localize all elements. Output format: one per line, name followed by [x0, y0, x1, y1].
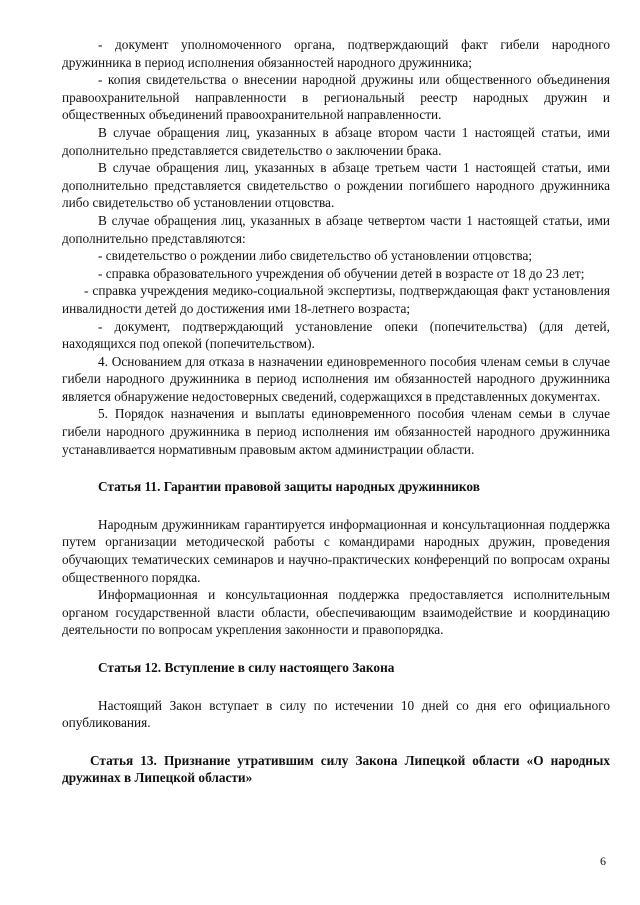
paragraph: 5. Порядок назначения и выплаты единовременного пособия членам семьи в случае гибели народного дружинника в период исполнения им обязанностей народного дружинника устанавливается нормативным правовым актом администрации области. [62, 406, 610, 457]
paragraph: 4. Основанием для отказа в назначении единовременного пособия членам семьи в случае гибели народного дружинника в период исполнения им обязанностей народного дружинника является обнаружение недостоверных сведений, содержащихся в представленных документах. [62, 353, 610, 404]
paragraph: - документ уполномоченного органа, подтверждающий факт гибели народного дружинника в период исполнения обязанностей народного дружинника; [62, 37, 610, 70]
paragraph: В случае обращения лиц, указанных в абзаце втором части 1 настоящей статьи, ими дополнительно представляется свидетельство о заключении брака. [62, 124, 610, 158]
paragraph: - свидетельство о рождении либо свидетельство об установлении отцовства; [98, 248, 533, 264]
paragraph: - документ, подтверждающий установление опеки (попечительства) (для детей, находящихся под опекой (попечительством). [62, 318, 610, 352]
paragraph: - справка образовательного учреждения об обучении детей в возрасте от 18 до 23 лет; [98, 265, 585, 281]
paragraph: В случае обращения лиц, указанных в абзаце четвертом части 1 настоящей статьи, ими дополнительно представляются: [62, 212, 610, 246]
article-13-heading: Статья 13. Признание утратившим силу Закона Липецкой области «О народных дружинах в Липецкой области» [62, 752, 610, 786]
article-12-heading: Статья 12. Вступление в силу настоящего Закона [98, 660, 395, 675]
paragraph: - копия свидетельства о внесении народной дружины или общественного объединения правоохранительной направленности в региональный реестр народных дружин и общественных объединений правоохранительной направленности. [62, 72, 610, 123]
paragraph: - справка учреждения медико-социальной экспертизы, подтверждающая факт установления инвалидности детей до достижения ими 18-летнего возраста; [62, 283, 610, 316]
document-body [62, 36, 610, 807]
paragraph: В случае обращения лиц, указанных в абзаце третьем части 1 настоящей статьи, ими дополнительно представляется свидетельство о рождении погибшего народного дружинника либо свидетельство об установлении отцовства. [62, 160, 610, 211]
paragraph: Информационная и консультационная поддержка предоставляется исполнительным органом государственной власти области, обеспечивающим взаимодействие и координацию деятельности по вопросам укрепления законности и правопорядка. [62, 587, 610, 638]
article-11-heading: Статья 11. Гарантии правовой защиты народных дружинников [98, 479, 480, 495]
page-number: 6 [600, 854, 606, 868]
paragraph: Народным дружинникам гарантируется информационная и консультационная поддержка путем организации методической работы с командирами народных дружин, проведения обучающих тематических семинаров и научно-практических конференций по вопросам охраны общественного порядка. [62, 516, 610, 585]
paragraph: Настоящий Закон вступает в силу по истечении 10 дней со дня его официального опубликования. [62, 697, 610, 731]
